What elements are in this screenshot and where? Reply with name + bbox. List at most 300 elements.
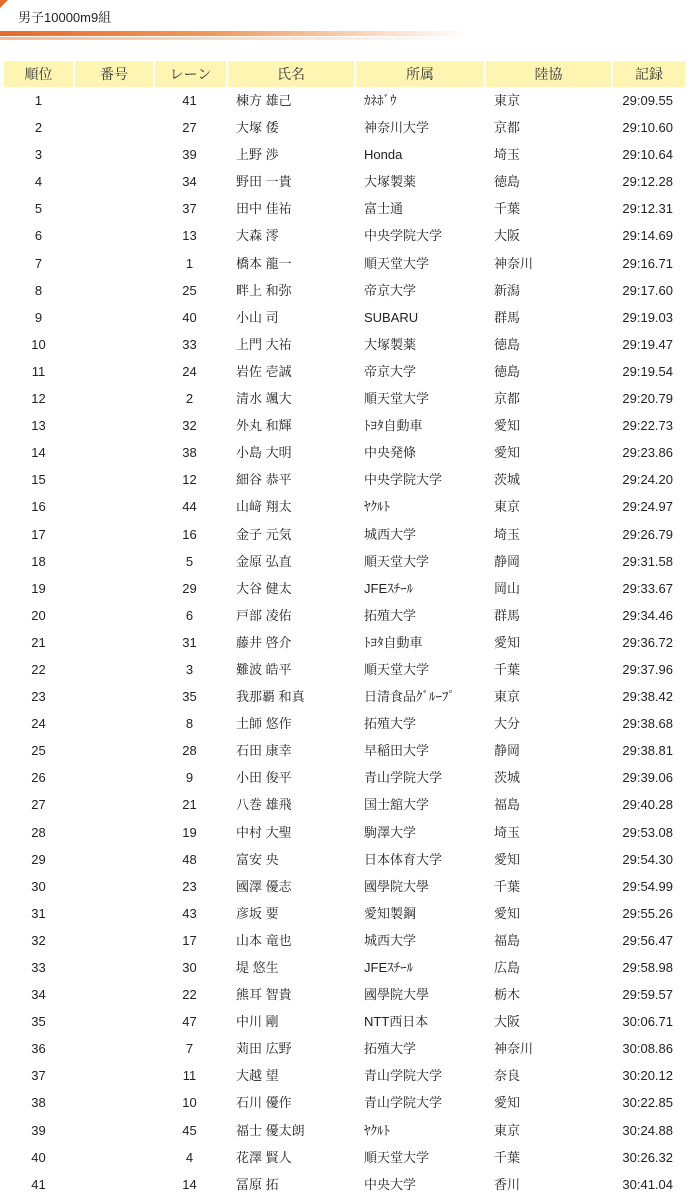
number-cell xyxy=(73,1062,153,1089)
number-cell xyxy=(73,981,153,1008)
athlete-name-cell: 清水 颯大 xyxy=(236,391,292,407)
number-cell xyxy=(73,900,153,927)
association-cell: 福島 xyxy=(494,932,521,948)
record-cell: 29:36.72 xyxy=(622,634,673,650)
result-row xyxy=(4,358,685,385)
result-row xyxy=(4,1035,685,1062)
result-row xyxy=(4,629,685,656)
athlete-name-cell: 岩佐 壱誠 xyxy=(236,363,292,379)
header-number: 番号 xyxy=(73,61,153,87)
association-cell: 埼玉 xyxy=(494,526,521,542)
athlete-name-cell: 福士 優太朗 xyxy=(236,1122,305,1138)
affiliation-cell: Honda xyxy=(364,147,403,163)
number-cell xyxy=(73,250,153,277)
affiliation-cell: 青山学院大学 xyxy=(364,1095,443,1111)
affiliation-cell: 神奈川大学 xyxy=(364,120,430,136)
rank-cell: 1 xyxy=(34,93,43,108)
association-cell: 徳島 xyxy=(494,336,521,352)
result-row xyxy=(4,1008,685,1035)
number-cell xyxy=(73,439,153,466)
rank-cell: 4 xyxy=(34,174,43,190)
number-cell xyxy=(73,683,153,710)
result-row xyxy=(4,927,685,954)
result-row xyxy=(4,873,685,900)
rank-cell: 38 xyxy=(31,1095,46,1111)
number-cell xyxy=(73,575,153,602)
rank-cell: 37 xyxy=(31,1068,46,1084)
athlete-name-cell: 戸部 凌佑 xyxy=(236,607,292,623)
record-cell: 29:24.97 xyxy=(622,499,673,515)
lane-cell: 12 xyxy=(182,472,197,488)
result-row xyxy=(4,548,685,575)
affiliation-cell: 駒澤大学 xyxy=(364,824,417,840)
number-cell xyxy=(73,710,153,737)
lane-cell: 6 xyxy=(185,607,194,623)
number-cell xyxy=(73,168,153,195)
affiliation-cell: 城西大学 xyxy=(364,526,417,542)
record-cell: 29:19.54 xyxy=(622,363,673,379)
lane-cell: 17 xyxy=(182,932,197,948)
lane-cell: 39 xyxy=(182,147,197,163)
lane-cell: 40 xyxy=(182,309,197,325)
affiliation-cell: ﾄﾖﾀ自動車 xyxy=(364,634,423,650)
lane-cell: 32 xyxy=(182,418,197,434)
number-cell xyxy=(73,1117,153,1144)
number-cell xyxy=(73,602,153,629)
results-header xyxy=(4,61,685,87)
affiliation-cell: SUBARU xyxy=(364,309,419,325)
association-cell: 埼玉 xyxy=(494,824,521,840)
association-cell: 大阪 xyxy=(494,228,521,244)
result-row xyxy=(4,277,685,304)
record-cell: 30:26.32 xyxy=(622,1149,673,1165)
result-row xyxy=(4,412,685,439)
affiliation-cell: 日清食品ｸﾞﾙｰﾌﾟ xyxy=(364,689,456,705)
rank-cell: 34 xyxy=(31,987,46,1003)
lane-cell: 19 xyxy=(182,824,197,840)
header-rank: 順位 xyxy=(4,61,73,87)
affiliation-cell: 国士舘大学 xyxy=(364,797,430,813)
affiliation-cell: 中央発條 xyxy=(364,445,417,461)
number-cell xyxy=(73,1171,153,1198)
affiliation-cell: 順天堂大学 xyxy=(364,661,430,677)
athlete-name-cell: 野田 一貴 xyxy=(236,174,292,190)
result-row xyxy=(4,602,685,629)
lane-cell: 4 xyxy=(185,1149,194,1165)
result-row xyxy=(4,1171,685,1198)
affiliation-cell: 中央学院大学 xyxy=(364,228,443,244)
rank-cell: 16 xyxy=(31,499,46,515)
lane-cell: 41 xyxy=(182,93,197,108)
lane-cell: 28 xyxy=(182,743,197,759)
athlete-name-cell: 我那覇 和真 xyxy=(236,689,305,705)
rank-cell: 28 xyxy=(31,824,46,840)
record-cell: 29:38.42 xyxy=(622,689,673,705)
association-cell: 東京 xyxy=(494,93,521,108)
number-cell xyxy=(73,493,153,520)
affiliation-cell: JFEｽﾁｰﾙ xyxy=(364,960,414,975)
record-cell: 29:58.98 xyxy=(622,960,673,975)
association-cell: 奈良 xyxy=(494,1068,521,1084)
number-cell xyxy=(73,1008,153,1035)
result-row xyxy=(4,87,685,114)
record-cell: 29:54.30 xyxy=(622,851,673,867)
header-affiliation: 所属 xyxy=(354,61,484,87)
rank-cell: 41 xyxy=(31,1176,46,1192)
athlete-name-cell: 小山 司 xyxy=(236,309,279,325)
association-cell: 千葉 xyxy=(494,878,521,894)
record-cell: 29:34.46 xyxy=(622,607,673,623)
athlete-name-cell: 金原 弘直 xyxy=(236,553,292,569)
record-cell: 29:59.57 xyxy=(622,987,673,1003)
athlete-name-cell: 土師 悠作 xyxy=(236,716,292,732)
record-cell: 30:06.71 xyxy=(622,1014,673,1030)
number-cell xyxy=(73,791,153,818)
result-row xyxy=(4,141,685,168)
athlete-name-cell: 藤井 啓介 xyxy=(236,634,292,650)
number-cell xyxy=(73,737,153,764)
lane-cell: 10 xyxy=(182,1095,197,1111)
result-row xyxy=(4,1089,685,1116)
lane-cell: 5 xyxy=(185,553,194,569)
rank-cell: 31 xyxy=(31,905,46,921)
result-row xyxy=(4,575,685,602)
result-row xyxy=(4,900,685,927)
number-cell xyxy=(73,222,153,249)
association-cell: 千葉 xyxy=(494,661,521,677)
record-cell: 29:23.86 xyxy=(622,445,673,461)
title-underline-shadow xyxy=(0,37,470,40)
header-name: 氏名 xyxy=(226,61,354,87)
rank-cell: 23 xyxy=(31,689,46,705)
result-row xyxy=(4,385,685,412)
rank-cell: 22 xyxy=(31,661,46,677)
association-cell: 神奈川 xyxy=(494,255,534,271)
association-cell: 香川 xyxy=(494,1176,521,1192)
affiliation-cell: 城西大学 xyxy=(364,932,417,948)
lane-cell: 30 xyxy=(182,960,197,975)
association-cell: 愛知 xyxy=(494,418,521,434)
affiliation-cell: 拓殖大学 xyxy=(364,607,417,623)
affiliation-cell: ﾄﾖﾀ自動車 xyxy=(364,418,423,434)
record-cell: 29:19.47 xyxy=(622,336,673,352)
association-cell: 神奈川 xyxy=(494,1041,534,1057)
record-cell: 29:54.99 xyxy=(622,878,673,894)
association-cell: 千葉 xyxy=(494,1149,521,1165)
athlete-name-cell: 石田 康幸 xyxy=(236,743,292,759)
athlete-name-cell: 中川 剛 xyxy=(236,1014,279,1030)
lane-cell: 23 xyxy=(182,878,197,894)
athlete-name-cell: 畔上 和弥 xyxy=(236,282,292,298)
record-cell: 29:16.71 xyxy=(622,255,673,271)
number-cell xyxy=(73,114,153,141)
record-cell: 29:26.79 xyxy=(622,526,673,542)
athlete-name-cell: 大越 望 xyxy=(236,1068,279,1084)
association-cell: 徳島 xyxy=(494,174,521,190)
lane-cell: 44 xyxy=(182,499,197,515)
athlete-name-cell: 石川 優作 xyxy=(236,1095,292,1111)
record-cell: 29:56.47 xyxy=(622,932,673,948)
athlete-name-cell: 小島 大明 xyxy=(236,445,292,461)
result-row xyxy=(4,737,685,764)
lane-cell: 21 xyxy=(182,797,197,813)
affiliation-cell: 拓殖大学 xyxy=(364,716,417,732)
association-cell: 大分 xyxy=(494,716,521,732)
association-cell: 埼玉 xyxy=(494,147,521,163)
result-row xyxy=(4,331,685,358)
number-cell xyxy=(73,873,153,900)
record-cell: 29:39.06 xyxy=(622,770,673,786)
athlete-name-cell: 大塚 倭 xyxy=(236,120,279,136)
rank-cell: 13 xyxy=(31,418,46,434)
affiliation-cell: 愛知製鋼 xyxy=(364,905,417,921)
rank-cell: 8 xyxy=(34,282,43,298)
athlete-name-cell: 熊耳 智貴 xyxy=(236,987,292,1003)
rank-cell: 21 xyxy=(31,634,46,650)
number-cell xyxy=(73,846,153,873)
number-cell xyxy=(73,819,153,846)
number-cell xyxy=(73,277,153,304)
rank-cell: 11 xyxy=(31,363,46,379)
rank-cell: 14 xyxy=(31,445,46,461)
result-row xyxy=(4,304,685,331)
rank-cell: 3 xyxy=(34,147,43,163)
number-cell xyxy=(73,1144,153,1171)
result-row xyxy=(4,222,685,249)
association-cell: 静岡 xyxy=(494,743,521,759)
athlete-name-cell: 金子 元気 xyxy=(236,526,292,542)
record-cell: 29:38.81 xyxy=(622,743,673,759)
association-cell: 広島 xyxy=(494,960,521,975)
affiliation-cell: JFEｽﾁｰﾙ xyxy=(364,580,414,596)
number-cell xyxy=(73,304,153,331)
lane-cell: 9 xyxy=(185,770,194,786)
results-body xyxy=(4,87,685,1198)
lane-cell: 25 xyxy=(182,282,197,298)
affiliation-cell: 順天堂大学 xyxy=(364,255,430,271)
record-cell: 29:38.68 xyxy=(622,716,673,732)
result-row xyxy=(4,981,685,1008)
result-row xyxy=(4,846,685,873)
affiliation-cell: ﾔｸﾙﾄ xyxy=(364,1122,390,1138)
result-row xyxy=(4,1117,685,1144)
association-cell: 茨城 xyxy=(494,472,521,488)
lane-cell: 3 xyxy=(185,661,194,677)
result-row xyxy=(4,683,685,710)
lane-cell: 45 xyxy=(182,1122,197,1138)
result-row xyxy=(4,439,685,466)
rank-cell: 18 xyxy=(31,553,46,569)
rank-cell: 26 xyxy=(31,770,46,786)
rank-cell: 10 xyxy=(31,336,46,352)
athlete-name-cell: 大谷 健太 xyxy=(236,580,292,596)
rank-cell: 6 xyxy=(34,228,43,244)
affiliation-cell: 國學院大學 xyxy=(364,878,430,894)
athlete-name-cell: 山本 竜也 xyxy=(236,932,292,948)
record-cell: 29:12.28 xyxy=(622,174,673,190)
result-row xyxy=(4,656,685,683)
record-cell: 29:31.58 xyxy=(622,553,673,569)
association-cell: 新潟 xyxy=(494,282,521,298)
association-cell: 愛知 xyxy=(494,851,521,867)
affiliation-cell: 大塚製薬 xyxy=(364,336,417,352)
athlete-name-cell: 八巻 雄飛 xyxy=(236,797,292,813)
association-cell: 愛知 xyxy=(494,905,521,921)
association-cell: 愛知 xyxy=(494,634,521,650)
result-row xyxy=(4,521,685,548)
lane-cell: 31 xyxy=(182,634,197,650)
association-cell: 愛知 xyxy=(494,1095,521,1111)
record-cell: 29:10.60 xyxy=(622,120,673,136)
record-cell: 30:22.85 xyxy=(622,1095,673,1111)
affiliation-cell: 富士通 xyxy=(364,201,404,217)
result-row xyxy=(4,466,685,493)
title-underline-bar xyxy=(0,31,470,36)
affiliation-cell: 青山学院大学 xyxy=(364,770,443,786)
rank-cell: 19 xyxy=(31,580,46,596)
record-cell: 30:41.04 xyxy=(622,1176,673,1192)
lane-cell: 27 xyxy=(182,120,197,136)
result-row xyxy=(4,493,685,520)
number-cell xyxy=(73,629,153,656)
result-row xyxy=(4,168,685,195)
record-cell: 29:53.08 xyxy=(622,824,673,840)
athlete-name-cell: 棟方 雄己 xyxy=(236,93,292,108)
corner-accent xyxy=(0,0,8,8)
rank-cell: 15 xyxy=(31,472,46,488)
athlete-name-cell: 彦坂 要 xyxy=(236,905,279,921)
association-cell: 東京 xyxy=(494,499,521,515)
association-cell: 東京 xyxy=(494,689,521,705)
athlete-name-cell: 橋本 龍一 xyxy=(236,255,292,271)
lane-cell: 38 xyxy=(182,445,197,461)
association-cell: 大阪 xyxy=(494,1014,521,1030)
number-cell xyxy=(73,87,153,114)
lane-cell: 34 xyxy=(182,174,197,190)
athlete-name-cell: 山﨑 翔太 xyxy=(236,499,292,515)
record-cell: 30:08.86 xyxy=(622,1041,673,1057)
number-cell xyxy=(73,521,153,548)
association-cell: 千葉 xyxy=(494,201,521,217)
affiliation-cell: 拓殖大学 xyxy=(364,1041,417,1057)
header-association: 陸協 xyxy=(484,61,611,87)
affiliation-cell: 大塚製薬 xyxy=(364,174,417,190)
header-row xyxy=(4,61,685,87)
number-cell xyxy=(73,764,153,791)
lane-cell: 11 xyxy=(182,1068,197,1084)
athlete-name-cell: 細谷 恭平 xyxy=(236,472,292,488)
lane-cell: 16 xyxy=(182,526,197,542)
record-cell: 29:09.55 xyxy=(622,93,673,108)
athlete-name-cell: 冨原 拓 xyxy=(236,1176,279,1192)
result-row xyxy=(4,791,685,818)
lane-cell: 8 xyxy=(185,716,194,732)
record-cell: 29:12.31 xyxy=(622,201,673,217)
affiliation-cell: NTT西日本 xyxy=(364,1014,429,1030)
number-cell xyxy=(73,954,153,981)
affiliation-cell: 中央学院大学 xyxy=(364,472,443,488)
lane-cell: 1 xyxy=(185,255,194,271)
rank-cell: 27 xyxy=(31,797,46,813)
lane-cell: 22 xyxy=(182,987,197,1003)
athlete-name-cell: 難波 皓平 xyxy=(236,661,292,677)
lane-cell: 37 xyxy=(182,201,197,217)
result-row xyxy=(4,195,685,222)
number-cell xyxy=(73,927,153,954)
rank-cell: 33 xyxy=(31,960,46,975)
association-cell: 京都 xyxy=(494,391,521,407)
athlete-name-cell: 田中 佳祐 xyxy=(236,201,292,217)
number-cell xyxy=(73,385,153,412)
athlete-name-cell: 堤 悠生 xyxy=(236,960,279,975)
rank-cell: 7 xyxy=(34,255,43,271)
association-cell: 栃木 xyxy=(494,987,521,1003)
affiliation-cell: 順天堂大学 xyxy=(364,391,430,407)
lane-cell: 47 xyxy=(182,1014,197,1030)
affiliation-cell: 青山学院大学 xyxy=(364,1068,443,1084)
header-lane: レーン xyxy=(153,61,226,87)
page-title: 男子10000m9組 xyxy=(18,10,112,25)
record-cell: 29:20.79 xyxy=(622,391,673,407)
affiliation-cell: 中央大学 xyxy=(364,1176,417,1192)
lane-cell: 2 xyxy=(185,391,194,407)
number-cell xyxy=(73,1089,153,1116)
record-cell: 29:40.28 xyxy=(622,797,673,813)
number-cell xyxy=(73,195,153,222)
association-cell: 徳島 xyxy=(494,363,521,379)
association-cell: 東京 xyxy=(494,1122,521,1138)
rank-cell: 12 xyxy=(31,391,46,407)
affiliation-cell: ﾔｸﾙﾄ xyxy=(364,499,390,515)
athlete-name-cell: 小田 俊平 xyxy=(236,770,292,786)
result-row xyxy=(4,1062,685,1089)
header-record: 記録 xyxy=(611,61,685,87)
athlete-name-cell: 富安 央 xyxy=(236,851,279,867)
rank-cell: 25 xyxy=(31,743,46,759)
affiliation-cell: 早稲田大学 xyxy=(364,743,430,759)
athlete-name-cell: 苅田 広野 xyxy=(236,1041,292,1057)
lane-cell: 33 xyxy=(182,336,197,352)
record-cell: 29:10.64 xyxy=(622,147,673,163)
record-cell: 30:24.88 xyxy=(622,1122,673,1138)
number-cell xyxy=(73,331,153,358)
number-cell xyxy=(73,466,153,493)
record-cell: 29:33.67 xyxy=(622,580,673,596)
affiliation-cell: 國學院大學 xyxy=(364,987,430,1003)
affiliation-cell: 順天堂大学 xyxy=(364,1149,430,1165)
rank-cell: 35 xyxy=(31,1014,46,1030)
record-cell: 29:14.69 xyxy=(622,228,673,244)
rank-cell: 40 xyxy=(31,1149,46,1165)
record-cell: 29:17.60 xyxy=(622,282,673,298)
rank-cell: 39 xyxy=(31,1122,46,1138)
lane-cell: 35 xyxy=(182,689,197,705)
number-cell xyxy=(73,1035,153,1062)
result-row xyxy=(4,114,685,141)
athlete-name-cell: 國澤 優志 xyxy=(236,878,292,894)
association-cell: 群馬 xyxy=(494,607,521,623)
rank-cell: 24 xyxy=(31,716,46,732)
results-table xyxy=(4,61,685,1198)
athlete-name-cell: 上野 渉 xyxy=(236,147,279,163)
rank-cell: 32 xyxy=(31,932,46,948)
lane-cell: 13 xyxy=(182,228,197,244)
number-cell xyxy=(73,548,153,575)
athlete-name-cell: 外丸 和輝 xyxy=(236,418,292,434)
lane-cell: 7 xyxy=(185,1041,194,1057)
result-row xyxy=(4,1144,685,1171)
record-cell: 30:20.12 xyxy=(622,1068,673,1084)
